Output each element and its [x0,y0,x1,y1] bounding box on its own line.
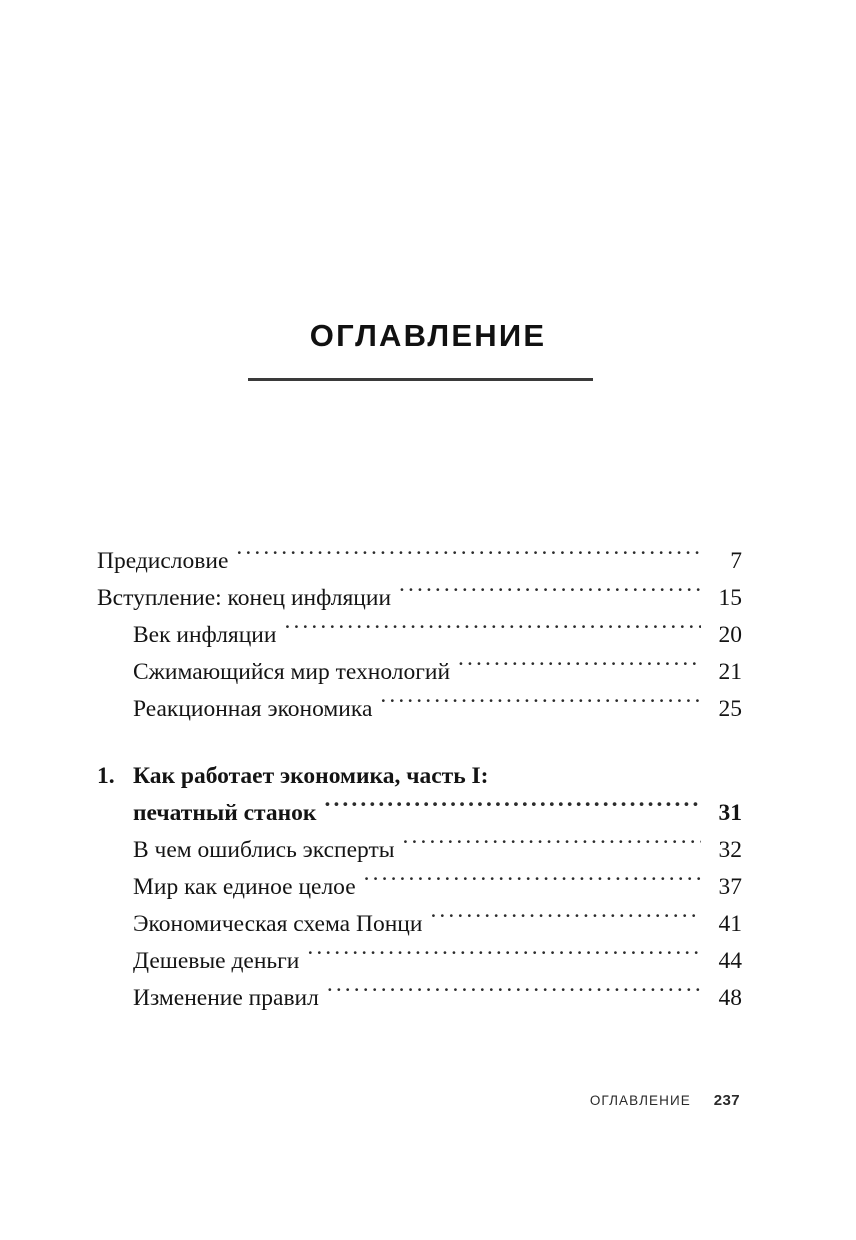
toc-entry-page: 48 [718,985,742,1011]
toc-entry[interactable] [97,795,742,832]
toc-entry-page: 44 [718,948,742,974]
toc-entry-label: Реакционная экономика [133,696,373,722]
footer-page-number: 237 [713,1092,740,1109]
toc-entry-label: Экономическая схема Понци [133,911,423,937]
leader-dots [380,693,701,717]
toc-entry-label: Вступление: конец инфляции [97,585,392,611]
leader-dots [364,871,701,895]
toc-entry[interactable] [97,906,742,943]
toc-entry[interactable] [97,580,742,617]
leader-dots [307,945,701,969]
toc-entry-page: 7 [730,548,742,574]
toc-entry[interactable] [97,832,742,869]
toc-entry-list [97,543,742,1017]
leader-dots [236,545,701,569]
leader-dots [430,908,701,932]
toc-entry-page: 21 [718,659,742,685]
toc-entry[interactable] [97,869,742,906]
leader-dots [324,797,701,821]
toc-entry-label: Сжимающийся мир технологий [133,659,451,685]
page-title: ОГЛАВЛЕНИЕ [309,318,547,353]
toc-entry-page: 25 [718,696,742,722]
title-divider [248,378,593,381]
toc-entry-page: 41 [718,911,742,937]
toc-entry-label: Предисловие [97,548,229,574]
toc-entry-label: Как работает экономика, часть I: [133,763,489,789]
toc-entry[interactable] [97,617,742,654]
toc-entry-label: В чем ошиблись эксперты [133,837,395,863]
toc-entry-page: 20 [718,622,742,648]
leader-dots [458,656,701,680]
leader-dots [284,619,701,643]
toc-entry[interactable] [97,654,742,691]
toc-entry-label: Изменение правил [133,985,319,1011]
toc-entry-page: 15 [718,585,742,611]
toc-entry[interactable] [97,543,742,580]
toc-entry[interactable] [97,691,742,728]
toc-entry-page: 32 [718,837,742,863]
toc-entry-label: Дешевые деньги [133,948,300,974]
leader-dots [403,834,701,858]
leader-dots [399,582,701,606]
toc-entry[interactable] [97,943,742,980]
page-footer [0,1092,856,1109]
toc-entry-page: 37 [718,874,742,900]
toc-entry-label: Мир как единое целое [133,874,356,900]
toc-entry[interactable] [97,758,742,795]
toc-entry-label: Век инфляции [133,622,277,648]
toc-entry-page: 31 [718,800,742,826]
leader-dots [327,982,701,1006]
toc-entry-label: печатный станок [133,800,317,826]
footer-label: ОГЛАВЛЕНИЕ [589,1093,691,1108]
section-spacer [97,728,742,758]
toc-entry-number: 1. [97,763,115,789]
toc-entry[interactable] [97,980,742,1017]
